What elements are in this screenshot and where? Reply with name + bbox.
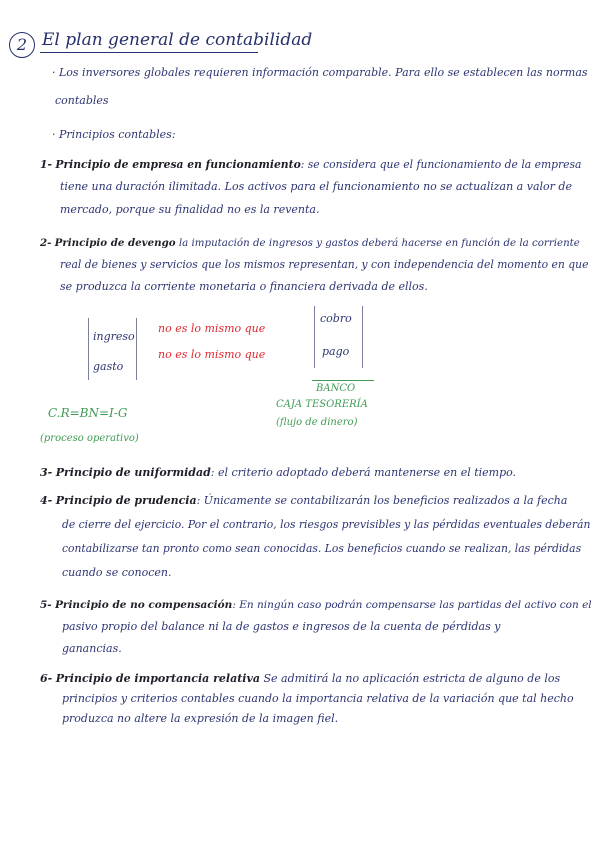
principle-6-line-1 [40, 672, 560, 686]
principle-4-number: 4- [40, 494, 53, 507]
principle-3-name: Principio de uniformidad [55, 466, 211, 479]
principle-6-line-2: principios y criterios contables cuando la importancia relativa de la variación que tal hecho [62, 692, 574, 705]
principle-6-number: 6- [40, 672, 53, 685]
diagram-relation-1: no es lo mismo que [158, 322, 266, 335]
principle-6-line-3: produzca no altere la expresión de la imagen fiel. [62, 712, 339, 725]
principle-2-name: Principio de devengo [54, 237, 176, 249]
diagram-caja-note: (flujo de dinero) [276, 417, 358, 428]
principle-4-line-3: contabilizarse tan pronto como sean conocidas. Los beneficios cuando se realizan, las pérdidas [62, 542, 582, 555]
diagram-caja: CAJA TESORERÍA [276, 399, 368, 410]
principle-4-name: Principio de prudencia [55, 494, 197, 507]
principle-2-line-2: real de bienes y servicios que los mismos representan, y con independencia del momento en que [60, 258, 589, 271]
principle-2-line-3: se produzca la corriente monetaria o financiera derivada de ellos. [60, 280, 428, 293]
diagram-ingreso: ingreso [93, 330, 135, 343]
diagram-equation: C.R=BN=I-G [48, 406, 128, 420]
diagram-cobro: cobro [320, 312, 352, 325]
diagram-equation-note: (proceso operativo) [40, 433, 139, 444]
diagram-relation-2: no es lo mismo que [158, 348, 266, 361]
principle-1-name: Principio de empresa en funcionamiento [55, 158, 301, 171]
diagram-gasto: gasto [93, 360, 124, 373]
principle-1-text-1: : se considera que el funcionamiento de la empresa [300, 158, 582, 171]
principle-5-line-1 [40, 598, 592, 612]
principle-2-text-1: la imputación de ingresos y gastos deberá hacerse en función de la corriente [178, 237, 580, 249]
principle-4-line-2: de cierre del ejercicio. Por el contrario, los riesgos previsibles y las pérdidas eventuales deberán [62, 518, 591, 531]
principle-4-text-1: : Únicamente se contabilizarán los beneficios realizados a la fecha [196, 494, 568, 507]
diagram-banco: BANCO [316, 383, 356, 394]
principle-1-line-3: mercado, porque su finalidad no es la reventa. [60, 203, 320, 216]
principle-4-line-4: cuando se conocen. [62, 566, 172, 579]
principle-2-number: 2- [40, 237, 52, 249]
intro-line-2: contables [55, 94, 109, 107]
section-number: 2 [9, 32, 35, 58]
principle-1-line-1 [40, 158, 581, 172]
principle-3-number: 3- [40, 466, 53, 479]
principle-5-number: 5- [40, 599, 52, 611]
principle-2-line-1 [40, 236, 580, 250]
intro-line-1: · Los inversores globales requieren información comparable. Para ello se establecen las normas [52, 66, 588, 79]
diagram-right-bar-outer [314, 306, 315, 368]
principle-5-name: Principio de no compensación [55, 599, 233, 611]
principle-5-line-3: ganancias. [62, 642, 122, 655]
principle-4-line-1 [40, 494, 567, 508]
diagram-pago: pago [322, 345, 350, 358]
principle-1-line-2: tiene una duración ilimitada. Los activos para el funcionamiento no se actualizan a valor de [60, 180, 572, 193]
principle-5-text-1: : En ningún caso podrán compensarse las partidas del activo con el [232, 599, 592, 611]
diagram-left-bar-outer [88, 318, 89, 380]
diagram-right-bar-inner [362, 306, 363, 368]
principles-heading: · Principios contables: [52, 128, 176, 141]
principle-6-text-1: Se admitirá la no aplicación estricta de alguno de los [263, 672, 561, 685]
principle-1-number: 1- [40, 158, 52, 171]
principle-3-line-1 [40, 466, 516, 480]
principle-6-name: Principio de importancia relativa [55, 672, 260, 685]
diagram-banco-underline [312, 380, 374, 381]
diagram-left-bar-inner [136, 318, 137, 380]
title-underline [40, 52, 258, 53]
page-title: El plan general de contabilidad [42, 30, 313, 50]
principle-3-text-1: : el criterio adoptado deberá mantenerse en el tiempo. [210, 466, 517, 479]
principle-5-line-2: pasivo propio del balance ni la de gastos e ingresos de la cuenta de pérdidas y [62, 620, 501, 633]
